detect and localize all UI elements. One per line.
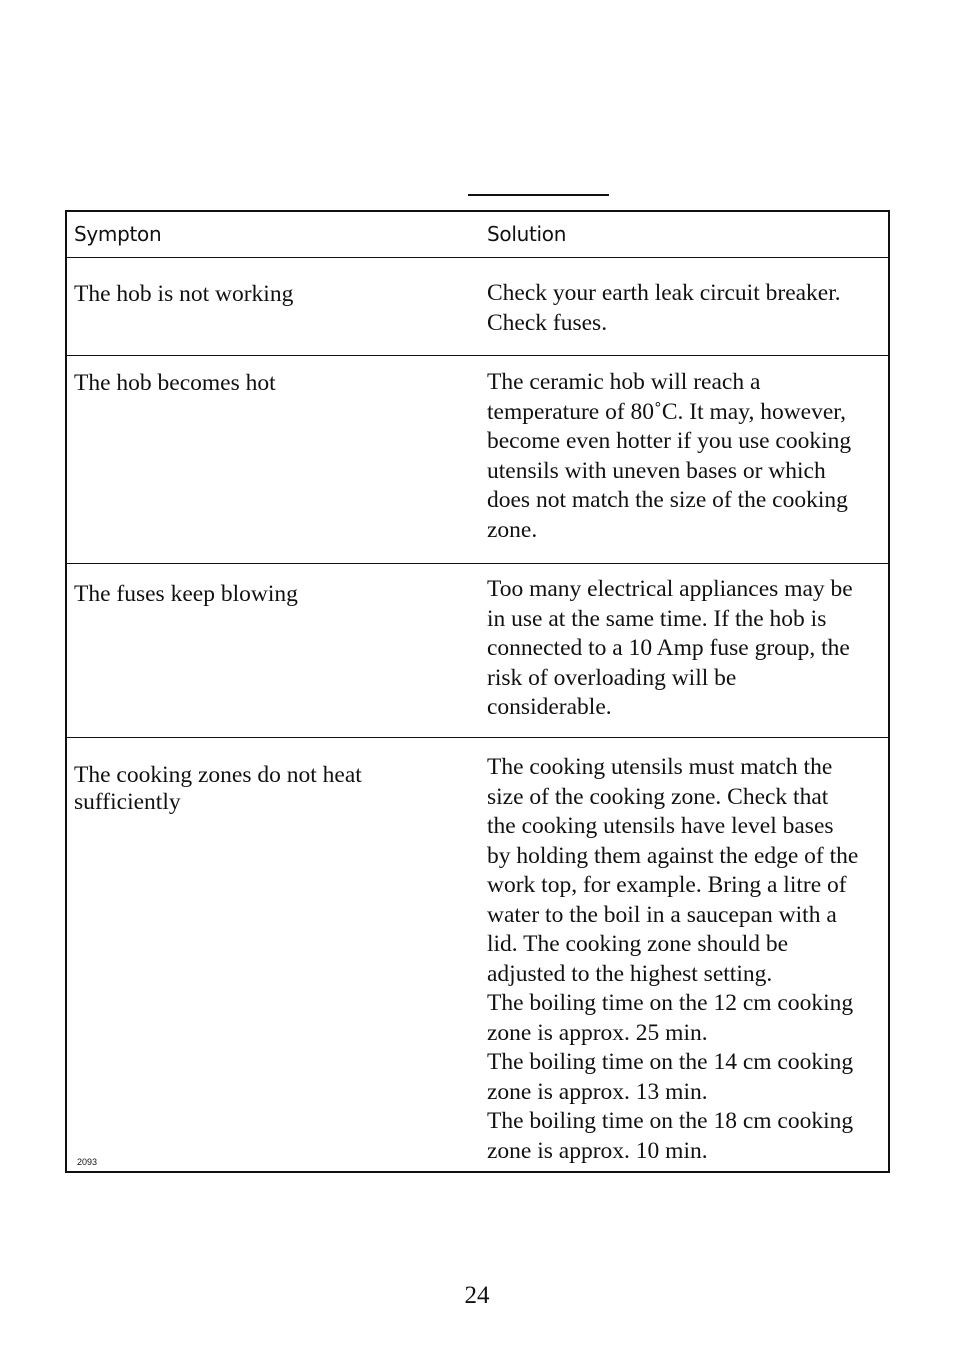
solution-line: zone is approx. 25 min. [487,1019,708,1046]
solution-cell [487,753,887,1166]
solution-line: adjusted to the highest setting. [487,960,773,987]
solution-line: The cooking utensils must match the [487,754,833,780]
symptom-cell: The hob becomes hot [74,370,276,396]
solution-line: zone. [487,516,538,543]
symptom-line: The cooking zones do not heat [74,762,362,788]
solution-line: become even hotter if you use cooking [487,428,852,454]
solution-line: in use at the same time. If the hob is [487,605,827,632]
solution-line: The boiling time on the 12 cm cooking [487,990,854,1016]
solution-line: the cooking utensils have level bases [487,813,834,839]
solution-line: water to the boil in a saucepan with a [487,901,837,928]
solution-line: Too many electrical appliances may be [487,576,853,602]
header-solution: Solution [487,222,567,246]
solution-line: zone is approx. 10 min. [487,1137,708,1164]
solution-line: The boiling time on the 18 cm cooking [487,1108,854,1134]
table-header-row [67,212,888,258]
header-symptom: Sympton [74,222,162,246]
solution-line: by holding them against the edge of the [487,842,859,869]
table-row [67,738,888,1171]
symptom-line: sufficiently [74,789,181,815]
document-code: 2093 [77,1157,98,1167]
solution-line: lid. The cooking zone should be [487,931,789,957]
table-row [67,356,888,564]
solution-line: connected to a 10 Amp fuse group, the [487,635,850,661]
solution-line: work top, for example. Bring a litre of [487,872,847,898]
symptom-cell: The hob is not working [74,281,294,307]
solution-line: The ceramic hob will reach a [487,369,761,395]
solution-line: Check fuses. [487,309,608,336]
troubleshooting-table [65,210,890,1173]
solution-line: Check your earth leak circuit breaker. [487,280,841,306]
solution-cell [487,575,887,723]
solution-line: considerable. [487,694,612,720]
solution-line: zone is approx. 13 min. [487,1078,708,1105]
symptom-cell: The fuses keep blowing [74,581,298,607]
solution-line: risk of overloading will be [487,664,737,691]
solution-cell [487,279,887,338]
solution-line: temperature of 80˚C. It may, however, [487,398,847,425]
symptom-cell [74,762,454,816]
solution-line: size of the cooking zone. Check that [487,783,829,810]
page-number: 24 [464,1282,490,1309]
solution-cell [487,368,887,545]
solution-line: The boiling time on the 14 cm cooking [487,1049,854,1075]
title-underline [468,194,609,196]
solution-line: utensils with uneven bases or which [487,457,826,484]
table-row [67,258,888,356]
solution-line: does not match the size of the cooking [487,487,848,513]
table-row [67,564,888,738]
